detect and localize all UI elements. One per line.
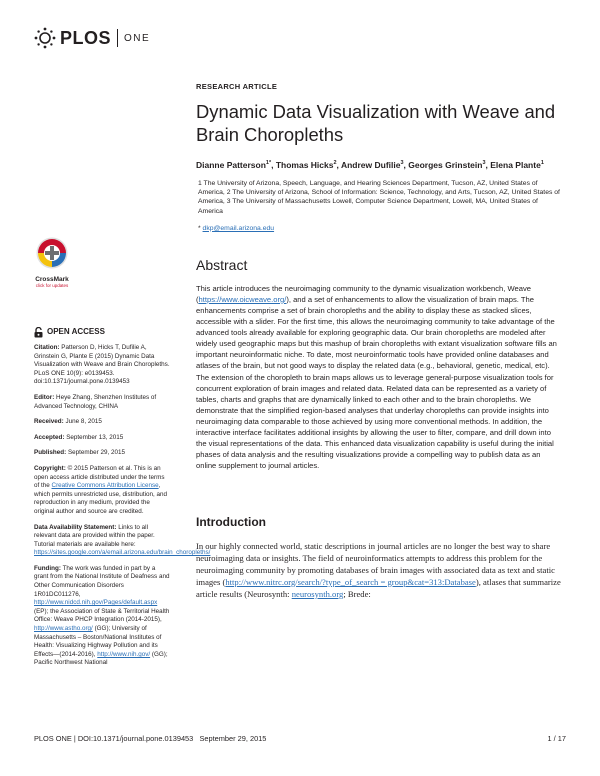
license-link[interactable]: Creative Commons Attribution License bbox=[51, 482, 159, 490]
funding-label: Funding: bbox=[34, 564, 61, 572]
author-affiliation-marker: 3 bbox=[482, 160, 486, 167]
article-sidebar bbox=[34, 327, 211, 675]
introduction-text bbox=[196, 541, 562, 600]
author bbox=[490, 160, 544, 170]
abstract-heading: Abstract bbox=[196, 256, 248, 273]
logo-divider bbox=[117, 29, 118, 47]
accepted-date: September 13, 2015 bbox=[66, 433, 124, 441]
plos-sunburst-icon bbox=[34, 27, 56, 49]
corresponding-email bbox=[196, 225, 562, 232]
astho-link[interactable]: http://www.astho.org/ bbox=[34, 625, 93, 633]
received-block bbox=[34, 418, 171, 427]
author-list: Dianne Patterson$^{1*}$, Thomas Hicks$^2$, Andrew Dufilie$^3$, Georges Grinstein$^3$, Elena Plante$^1$ bbox=[196, 160, 544, 170]
crossmark-icon bbox=[35, 236, 69, 270]
email-marker: * bbox=[198, 224, 201, 232]
tutorial-materials-link[interactable]: https://sites.google.com/a/email.arizona.edu/brain_choropleths/ bbox=[34, 549, 211, 557]
author bbox=[276, 160, 337, 170]
funding-text-4: (GG); Pacific Northwest National bbox=[34, 650, 168, 667]
author-affiliation-marker: 1* bbox=[265, 160, 272, 167]
intro-text-part-3: ; Brede: bbox=[343, 588, 371, 599]
abstract-text-part-1: This article introduces the neuroimaging community to the dynamic visualization workbench, Weave ( bbox=[196, 283, 531, 304]
editor-label: Editor: bbox=[34, 393, 55, 401]
funding-block bbox=[34, 565, 171, 668]
citation-label: Citation: bbox=[34, 344, 60, 351]
received-label: Received: bbox=[34, 418, 64, 426]
editor-text: Heye Zhang, Shenzhen Institutes of Advanced Technology, CHINA bbox=[34, 393, 157, 410]
citation-block bbox=[34, 344, 171, 387]
copyright-text: © 2015 Patterson et al. This is an open access article distributed under the terms of the bbox=[34, 464, 165, 490]
copyright-block bbox=[34, 465, 171, 517]
open-lock-icon bbox=[34, 327, 43, 338]
copyright-text-continued: , which permits unrestricted use, distribution, and reproduction in any medium, provided the original author and source are credited. bbox=[34, 482, 167, 515]
footer-citation: PLOS ONE | DOI:10.1371/journal.pone.0139453 September 29, 2015 bbox=[34, 734, 267, 743]
article-main bbox=[196, 82, 562, 600]
accepted-label: Accepted: bbox=[34, 433, 65, 441]
intro-text-part-2: ), atlases that summarize article results (Neurosynth: bbox=[196, 576, 561, 599]
published-label: Published: bbox=[34, 449, 67, 457]
email-link[interactable]: dkp@email.arizona.edu bbox=[202, 224, 275, 232]
author-name: Georges Grinstein bbox=[408, 160, 483, 170]
article-type: RESEARCH ARTICLE bbox=[196, 82, 278, 91]
data-availability-label: Data Availability Statement: bbox=[34, 523, 117, 531]
nidcd-link[interactable]: http://www.nidcd.nih.gov/Pages/default.aspx bbox=[34, 599, 158, 607]
author-name: Dianne Patterson bbox=[196, 160, 266, 170]
author-affiliation-marker: 1 bbox=[540, 160, 544, 167]
abstract-text-part-2: ), and a set of enhancements to allow the visualization of brain maps. The enhancements comprise a set of brain choropleths and the ability to display these as stacked slices, accessible with a slider. For the first time, this allows the neuroimaging community to take advantage of the advanced tools already available for exploring geographic data. Our brain choropleths are modeled after widely used geographic maps but this mashup of brain choropleths with extant visualization software fills an important neuroinformatic niche. To date, most neuroinformatic tools have provided online databases and atlases of the brain, but not good ways to display the related data (e.g., behavioral, genetic, medical, etc). The extension of the choropleth to brain maps allows us to leverage general-purpose visualization tools for concurrent exploration of brain images and related data. Related data can be represented as a variety of tables, charts and graphs that are dynamically linked to each other and to the brain choropleths. We demonstrate that the simplified region-based analyses that underlay choropleths can provide insights into neuroimaging data comparable to those achieved by using more conventional methods. In addition, the interactive interface facilitates additional insights by allowing the user to filter, compare, and drill down into the visual representations of the data. This enhanced data visualization capability is useful during the initial phases of data analysis and the resulting visualizations provide a compelling way to publish data as an online supplement to journal articles. bbox=[196, 294, 557, 471]
open-access-label: OPEN ACCESS bbox=[47, 327, 105, 337]
open-access-badge bbox=[34, 327, 171, 338]
nih-link[interactable]: http://www.nih.gov/ bbox=[97, 650, 151, 658]
author bbox=[408, 160, 485, 170]
published-date: September 29, 2015 bbox=[67, 449, 125, 457]
editor-block bbox=[34, 394, 171, 411]
received-date: June 8, 2015 bbox=[65, 418, 102, 426]
author-name: Andrew Dufilie bbox=[340, 160, 401, 170]
data-availability-text: Links to all relevant data are provided within the paper. Tutorial materials are available here: bbox=[34, 523, 155, 548]
abstract-text bbox=[196, 283, 562, 472]
author-name: Elena Plante bbox=[490, 160, 541, 170]
accepted-block bbox=[34, 434, 171, 443]
author-affiliation-marker: 2 bbox=[333, 160, 337, 167]
plos-one-logo bbox=[34, 26, 150, 50]
author bbox=[341, 160, 404, 170]
author-name: Thomas Hicks bbox=[275, 160, 334, 170]
introduction-heading: Introduction bbox=[196, 515, 266, 530]
intro-text-part-1: In our highly connected world, static descriptions in journal articles are no longer the best way to share neuroimaging data or insights. The field of neuroinformatics attempts to address this problem for the neuroimaging community by promoting databases of brain images with associated data as text and static images ( bbox=[196, 541, 555, 587]
weave-link[interactable]: https://www.oicweave.org/ bbox=[198, 294, 287, 304]
author bbox=[196, 160, 271, 170]
crossmark-label: CrossMark bbox=[35, 276, 69, 283]
article-title: Dynamic Data Visualization with Weave and Brain Choropleths bbox=[196, 101, 556, 145]
published-block bbox=[34, 449, 171, 458]
funding-text-2: (EP); the Association of State & Territorial Health Office: Weave PHCP Integration (2014-2015), bbox=[34, 607, 170, 624]
funding-text-3: (GG); University of Massachusetts – Boston/National Institutes of Health: Visualizing Highway Pollution and its Effects—(2014-2016), bbox=[34, 625, 162, 658]
copyright-label: Copyright: bbox=[34, 464, 66, 472]
data-availability-block bbox=[34, 523, 211, 558]
journal-name: ONE bbox=[124, 32, 151, 44]
author-affiliation-marker: 3 bbox=[400, 160, 404, 167]
plos-brand: PLOS bbox=[60, 27, 112, 48]
neurosynth-link[interactable]: neurosynth.org bbox=[291, 588, 344, 599]
funding-text: The work was funded in part by a grant from the National Institute of Deafness and Other Communication Disorders 1R01DC011276, bbox=[34, 564, 170, 598]
affiliations: 1 The University of Arizona, Speech, Language, and Hearing Sciences Department, Tucson, AZ, United States of America, 2 The University of Arizona, School of Information: Science, Technology, and Arts, Tucson, AZ, United States of America, 3 The University of Massachusetts Lowell, Computer Science Department, Lowell, MA, United States of America bbox=[198, 180, 560, 215]
nitrc-link[interactable]: http://www.nitrc.org/search/?type_of_search = group&cat=313:Database bbox=[225, 576, 476, 587]
crossmark-sublabel: click for updates bbox=[35, 283, 69, 288]
crossmark-badge[interactable] bbox=[35, 236, 69, 288]
citation-text: Patterson D, Hicks T, Dufilie A, Grinstein G, Plante E (2015) Dynamic Data Visualization with Weave and Brain Choropleths. PLoS ONE 10(9): e0139453. doi:10.1371/journal.pone.0139453 bbox=[34, 344, 170, 386]
page-number: 1 / 17 bbox=[547, 734, 566, 743]
